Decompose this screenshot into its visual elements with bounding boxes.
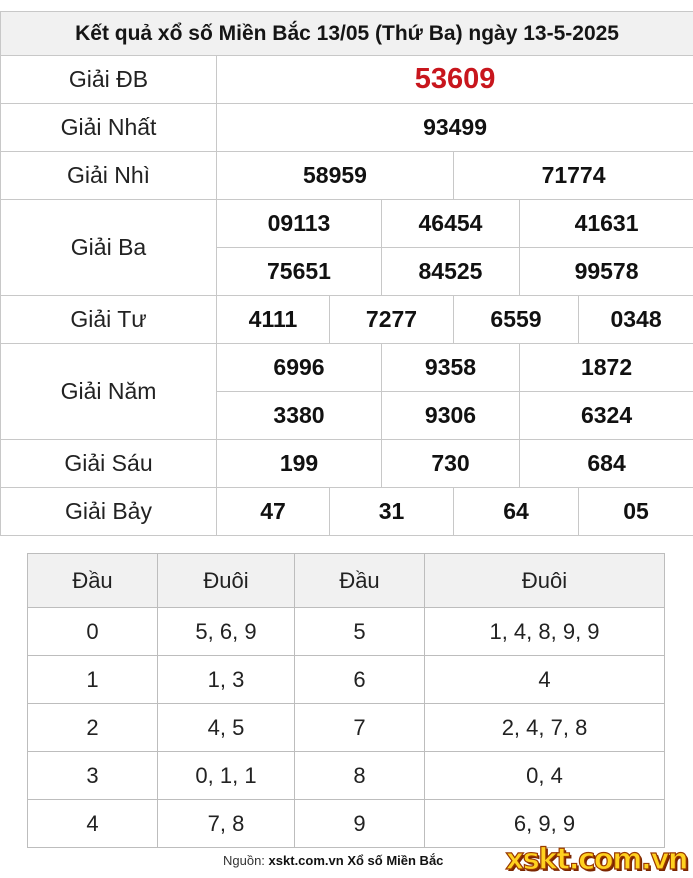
loto-row	[28, 752, 665, 800]
loto-header-row	[28, 554, 665, 608]
loto-dau: 3	[28, 752, 158, 800]
loto-dau: 4	[28, 800, 158, 848]
prize-row-ba	[1, 200, 693, 248]
prize-number: 199	[217, 440, 382, 488]
prize-label-tu: Giải Tư	[1, 296, 217, 344]
prize-number: 6996	[217, 344, 382, 392]
prize-row-sau	[1, 440, 693, 488]
prize-label-nhat: Giải Nhất	[1, 104, 217, 152]
loto-dau: 8	[295, 752, 425, 800]
loto-row	[28, 704, 665, 752]
loto-header-dau: Đầu	[295, 554, 425, 608]
loto-duoi: 4	[425, 656, 665, 704]
prize-number: 730	[382, 440, 520, 488]
prize-number: 3380	[217, 392, 382, 440]
loto-duoi: 6, 9, 9	[425, 800, 665, 848]
prize-label-nhi: Giải Nhì	[1, 152, 217, 200]
prize-row-nam	[1, 344, 693, 392]
prize-row-db	[1, 56, 693, 104]
source-link[interactable]: xskt.com.vn	[268, 853, 344, 868]
prize-number: 7277	[330, 296, 454, 344]
prize-row-tu	[1, 296, 693, 344]
prize-number: 46454	[382, 200, 520, 248]
loto-row	[28, 800, 665, 848]
prize-number: 9306	[382, 392, 520, 440]
site-logo[interactable]: xskt.com.vn	[505, 842, 687, 876]
loto-header-dau: Đầu	[28, 554, 158, 608]
loto-duoi: 7, 8	[158, 800, 295, 848]
loto-duoi: 0, 1, 1	[158, 752, 295, 800]
loto-table	[27, 553, 665, 848]
prize-label-sau: Giải Sáu	[1, 440, 217, 488]
prize-number: 99578	[520, 248, 693, 296]
prize-number: 31	[330, 488, 454, 536]
results-table	[0, 11, 693, 536]
loto-dau: 0	[28, 608, 158, 656]
prize-number: 41631	[520, 200, 693, 248]
prize-number: 64	[454, 488, 579, 536]
loto-header-duoi: Đuôi	[425, 554, 665, 608]
prize-number: 6559	[454, 296, 579, 344]
prize-number: 58959	[217, 152, 454, 200]
prize-label-ba: Giải Ba	[1, 200, 217, 296]
prize-number: 684	[520, 440, 693, 488]
footer	[0, 842, 693, 878]
prize-number: 93499	[217, 104, 693, 152]
prize-number: 05	[579, 488, 693, 536]
prize-number: 84525	[382, 248, 520, 296]
prize-row-nhi	[1, 152, 693, 200]
prize-row-nhat	[1, 104, 693, 152]
results-title: Kết quả xổ số Miền Bắc 13/05 (Thứ Ba) ngày 13-5-2025	[1, 12, 693, 56]
loto-dau: 9	[295, 800, 425, 848]
loto-duoi: 0, 4	[425, 752, 665, 800]
special-prize-number: 53609	[217, 56, 693, 104]
loto-dau: 5	[295, 608, 425, 656]
loto-duoi: 1, 4, 8, 9, 9	[425, 608, 665, 656]
prize-label-db: Giải ĐB	[1, 56, 217, 104]
prize-number: 9358	[382, 344, 520, 392]
loto-duoi: 1, 3	[158, 656, 295, 704]
loto-duoi: 5, 6, 9	[158, 608, 295, 656]
source-name: Xổ số Miền Bắc	[347, 853, 444, 868]
loto-dau: 2	[28, 704, 158, 752]
loto-duoi: 4, 5	[158, 704, 295, 752]
loto-dau: 1	[28, 656, 158, 704]
prize-number: 0348	[579, 296, 693, 344]
prize-number: 4111	[217, 296, 330, 344]
prize-label-bay: Giải Bảy	[1, 488, 217, 536]
prize-row-bay	[1, 488, 693, 536]
loto-dau: 7	[295, 704, 425, 752]
prize-number: 09113	[217, 200, 382, 248]
loto-row	[28, 608, 665, 656]
loto-dau: 6	[295, 656, 425, 704]
prize-number: 71774	[454, 152, 693, 200]
loto-row	[28, 656, 665, 704]
source-prefix: Nguồn:	[223, 853, 265, 868]
prize-number: 75651	[217, 248, 382, 296]
prize-number: 47	[217, 488, 330, 536]
prize-number: 6324	[520, 392, 693, 440]
prize-label-nam: Giải Năm	[1, 344, 217, 440]
loto-duoi: 2, 4, 7, 8	[425, 704, 665, 752]
prize-number: 1872	[520, 344, 693, 392]
loto-header-duoi: Đuôi	[158, 554, 295, 608]
source-line	[223, 853, 443, 868]
